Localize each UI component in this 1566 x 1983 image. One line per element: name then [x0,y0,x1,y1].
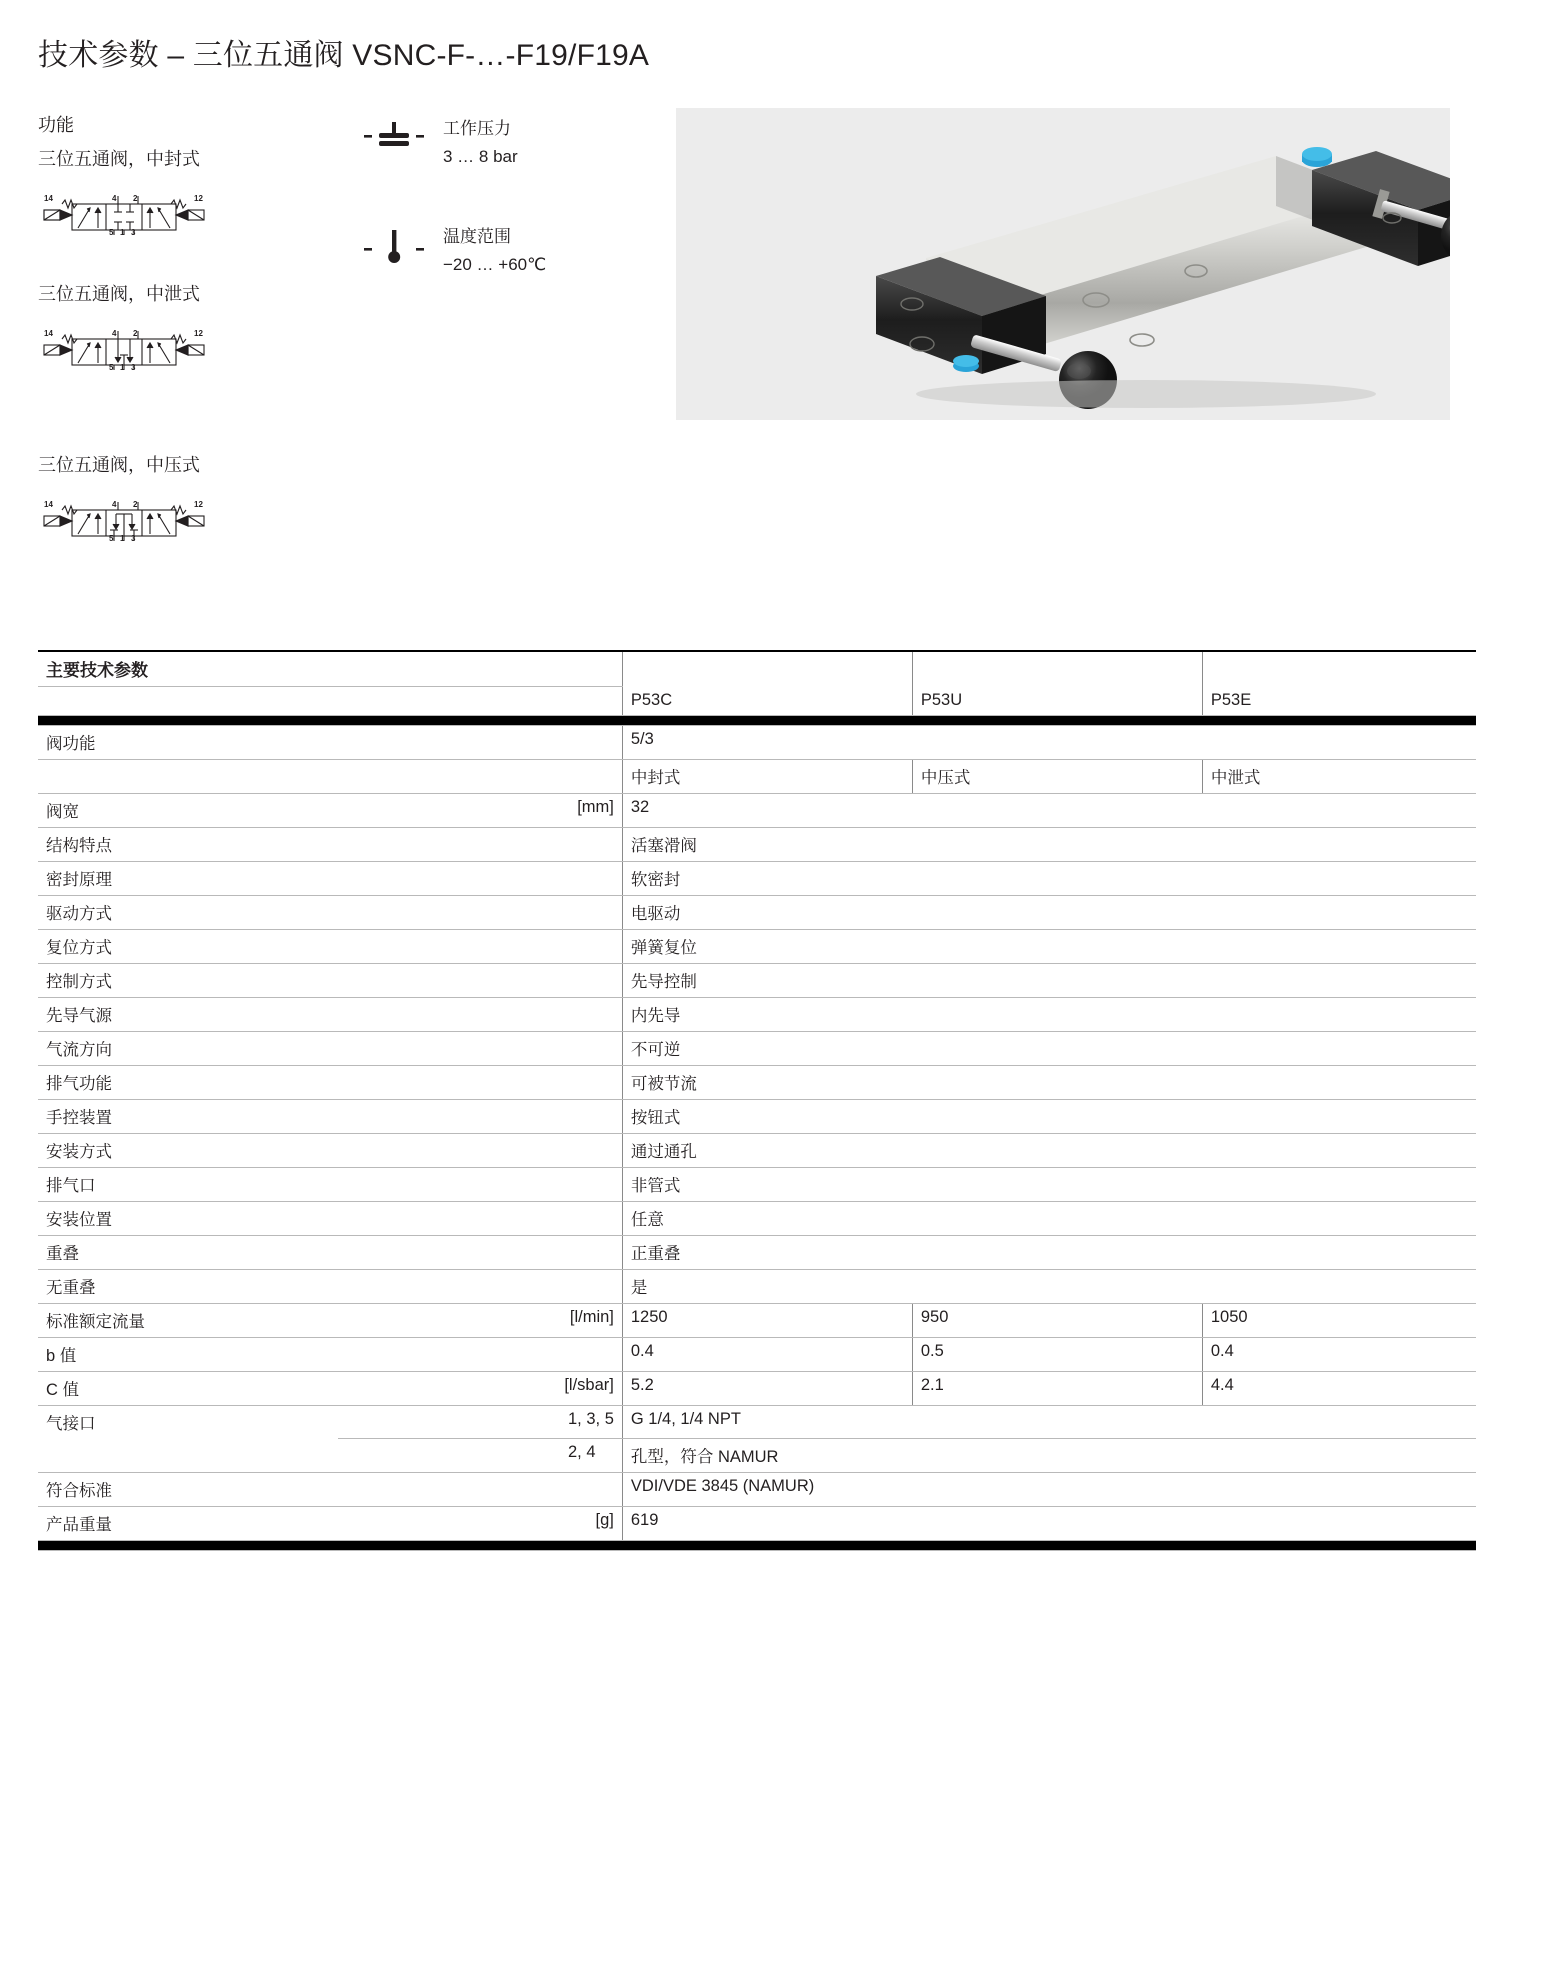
svg-text:2: 2 [133,329,138,338]
function-heading: 功能 [38,115,74,135]
row-label: 驱动方式 [38,895,338,929]
column-header-p53e: P53E [1202,687,1476,716]
temperature-label: 温度范围 [443,227,511,246]
function-label-2: 三位五通阀，中泄式 [38,284,200,304]
row-label: 先导气源 [38,997,338,1031]
table-title: 主要技术参数 [38,651,622,687]
row-value-span: VDI/VDE 3845 (NAMUR) [622,1473,1476,1507]
svg-text:4: 4 [112,194,117,203]
row-value-p53u: 2.1 [912,1371,1202,1405]
table-row [38,1439,1476,1473]
spec-table [38,650,1476,1551]
page-title: 技术参数 – 三位五通阀 VSNC-F-…-F19/F19A [38,39,650,72]
row-label: 密封原理 [38,861,338,895]
table-row [38,1031,1476,1065]
row-value-span: 弹簧复位 [622,929,1476,963]
row-unit [338,1473,622,1507]
row-value-p53c: 1250 [622,1303,912,1337]
column-header-p53u: P53U [912,687,1202,716]
svg-text:3: 3 [131,534,136,542]
row-value-span: 可被节流 [622,1065,1476,1099]
table-row [38,1337,1476,1371]
temperature-value: −20 … +60℃ [443,255,547,274]
svg-text:1: 1 [120,228,125,236]
svg-text:14: 14 [44,329,53,338]
row-unit [338,997,622,1031]
spec-icon-column [355,116,555,332]
row-label: 排气口 [38,1167,338,1201]
row-label: 阀功能 [38,725,338,759]
row-value-span: 软密封 [622,861,1476,895]
spec-table-wrap [38,650,1476,1551]
row-unit [338,1269,622,1303]
row-value-span: 619 [622,1507,1476,1541]
row-value-span: 孔型，符合 NAMUR [622,1439,1476,1473]
row-unit [338,895,622,929]
row-unit [338,1167,622,1201]
svg-text:3: 3 [131,228,136,236]
table-row [38,929,1476,963]
row-label: b 值 [38,1337,338,1371]
row-unit: [l/sbar] [338,1371,622,1405]
table-row [38,1133,1476,1167]
row-unit [338,1235,622,1269]
row-value-p53e: 0.4 [1202,1337,1476,1371]
pressure-gauge-icon [355,116,433,154]
column-header-p53c: P53C [622,687,912,716]
svg-text:12: 12 [194,500,203,509]
row-unit [338,1133,622,1167]
row-value-span: 任意 [622,1201,1476,1235]
row-label: 重叠 [38,1235,338,1269]
row-value-span: 电驱动 [622,895,1476,929]
svg-text:14: 14 [44,194,53,203]
row-unit [338,1337,622,1371]
row-value-span: 内先导 [622,997,1476,1031]
thermometer-icon [355,224,433,268]
row-label: 气流方向 [38,1031,338,1065]
table-row [38,1303,1476,1337]
row-unit: [g] [338,1507,622,1541]
row-unit [338,1065,622,1099]
row-label: 符合标准 [38,1473,338,1507]
table-row [38,725,1476,759]
row-value-span: 32 [622,793,1476,827]
pressure-value: 3 … 8 bar [443,147,518,166]
row-unit [338,929,622,963]
row-value-span: G 1/4, 1/4 NPT [622,1405,1476,1439]
pressure-label: 工作压力 [443,119,511,138]
function-label-3: 三位五通阀，中压式 [38,455,200,475]
table-row [38,895,1476,929]
header-rule [38,715,1476,725]
row-unit [338,861,622,895]
row-sublabel: 2, 4 [338,1439,622,1473]
table-row [38,861,1476,895]
table-row [38,963,1476,997]
table-row [38,1235,1476,1269]
row-label: 安装位置 [38,1201,338,1235]
row-label: 标准额定流量 [38,1303,338,1337]
svg-text:5: 5 [109,363,114,371]
row-value-span: 是 [622,1269,1476,1303]
table-title-row [38,651,1476,687]
row-label: 结构特点 [38,827,338,861]
row-label: 复位方式 [38,929,338,963]
table-row [38,1099,1476,1133]
row-label: 排气功能 [38,1065,338,1099]
svg-text:4: 4 [112,500,117,509]
function-label-1: 三位五通阀，中封式 [38,149,200,169]
row-value-span: 5/3 [622,725,1476,759]
row-unit: [l/min] [338,1303,622,1337]
valve-symbol-exhausted-centre [38,325,338,376]
table-header-row [38,687,1476,716]
row-label [38,759,338,793]
function-column [38,108,338,547]
spec-row-temperature [355,224,555,280]
table-row [38,827,1476,861]
row-label [38,1439,338,1473]
row-unit [338,827,622,861]
svg-text:5: 5 [109,534,114,542]
row-value-p53c: 中封式 [622,759,912,793]
row-value-p53u: 中压式 [912,759,1202,793]
row-unit: [mm] [338,793,622,827]
row-value-p53e: 中泄式 [1202,759,1476,793]
row-label: 手控装置 [38,1099,338,1133]
row-label: 阀宽 [38,793,338,827]
row-value-p53c: 0.4 [622,1337,912,1371]
svg-text:14: 14 [44,500,53,509]
row-label: 产品重量 [38,1507,338,1541]
row-value-span: 不可逆 [622,1031,1476,1065]
row-value-p53u: 950 [912,1303,1202,1337]
table-row [38,1473,1476,1507]
row-unit [338,1031,622,1065]
table-row [38,793,1476,827]
row-label: 无重叠 [38,1269,338,1303]
valve-symbol-closed-centre [38,190,338,241]
row-label: 气接口 [46,1414,96,1433]
row-value-p53e: 4.4 [1202,1371,1476,1405]
table-bottom-rule [38,1541,1476,1551]
row-value-span: 先导控制 [622,963,1476,997]
row-value-span: 按钮式 [622,1099,1476,1133]
row-value-span: 正重叠 [622,1235,1476,1269]
row-unit [338,963,622,997]
row-unit [338,725,622,759]
row-value-p53c: 5.2 [622,1371,912,1405]
table-row [38,1371,1476,1405]
svg-text:2: 2 [133,500,138,509]
svg-text:4: 4 [112,329,117,338]
table-row [38,759,1476,793]
row-sublabel: 1, 3, 5 [338,1405,622,1439]
svg-text:12: 12 [194,194,203,203]
svg-text:5: 5 [109,228,114,236]
table-row [38,1405,1476,1439]
row-value-p53u: 0.5 [912,1337,1202,1371]
row-value-p53e: 1050 [1202,1303,1476,1337]
row-unit [338,1201,622,1235]
row-value-span: 非管式 [622,1167,1476,1201]
svg-text:1: 1 [120,534,125,542]
product-photo [676,108,1450,420]
svg-text:2: 2 [133,194,138,203]
table-row [38,1201,1476,1235]
table-row [38,1507,1476,1541]
row-label: 安装方式 [38,1133,338,1167]
svg-text:3: 3 [131,363,136,371]
row-value-span: 活塞滑阀 [622,827,1476,861]
row-label: C 值 [38,1371,338,1405]
table-row [38,1065,1476,1099]
row-value-span: 通过通孔 [622,1133,1476,1167]
table-row [38,1269,1476,1303]
table-row [38,1167,1476,1201]
valve-symbol-pressurised-centre [38,496,338,547]
row-label: 控制方式 [38,963,338,997]
spec-row-pressure [355,116,555,172]
row-unit [338,759,622,793]
svg-text:12: 12 [194,329,203,338]
row-unit [338,1099,622,1133]
table-row [38,997,1476,1031]
svg-text:1: 1 [120,363,125,371]
